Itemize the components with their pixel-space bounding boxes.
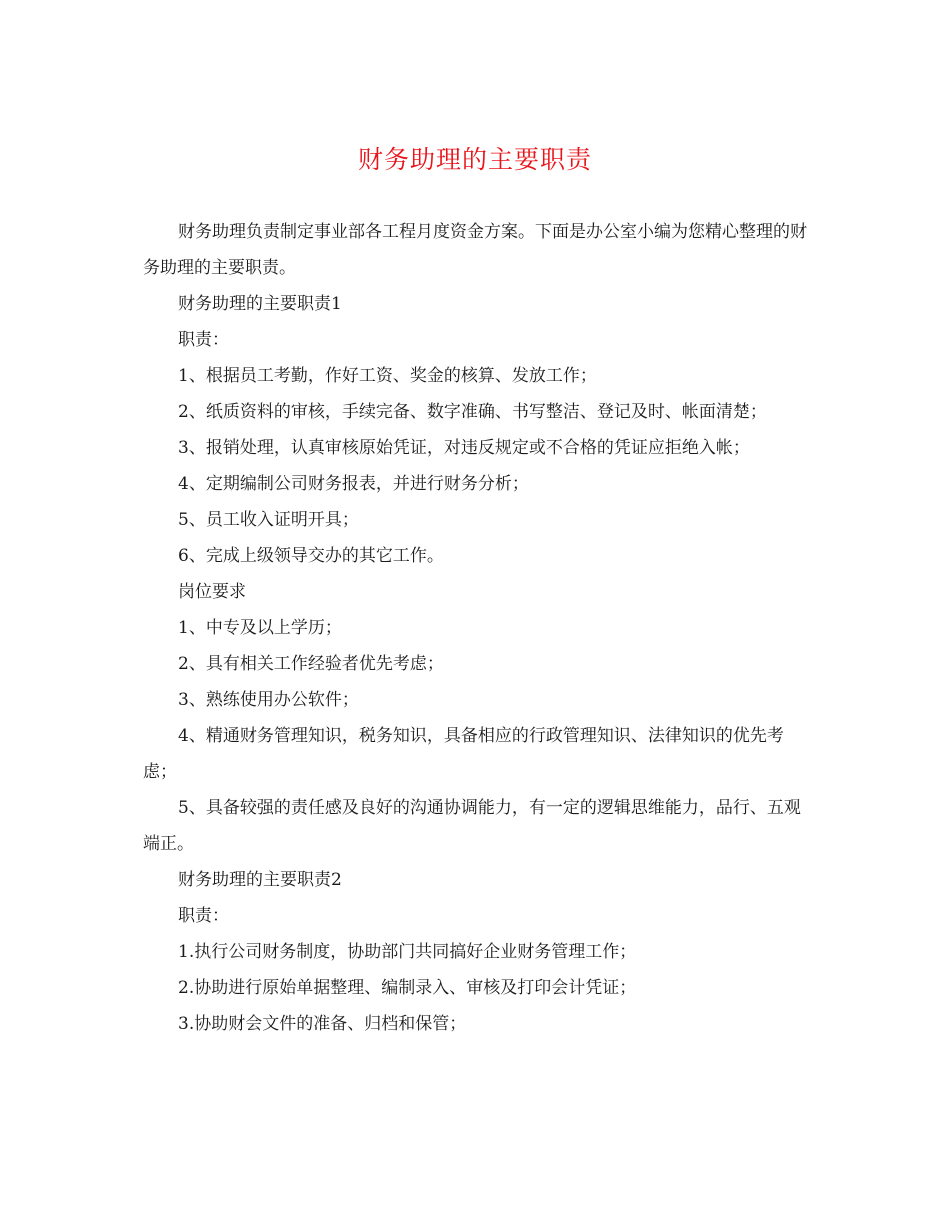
list-item: 6、完成上级领导交办的其它工作。: [178, 546, 444, 566]
list-item: 5、具备较强的责任感及良好的沟通协调能力，有一定的逻辑思维能力，品行、五观端正。: [143, 798, 801, 854]
list-item: 2.协助进行原始单据整理、编制录入、审核及打印会计凭证；: [178, 978, 637, 998]
list-item: 3.协助财会文件的准备、归档和保管；: [178, 1014, 467, 1034]
duties-label: 职责：: [178, 906, 229, 926]
list-item: 1.执行公司财务制度，协助部门共同搞好企业财务管理工作；: [178, 942, 637, 962]
section-heading-2: 财务助理的主要职责2: [178, 870, 342, 890]
list-item: 3、报销处理，认真审核原始凭证，对违反规定或不合格的凭证应拒绝入帐；: [178, 438, 750, 458]
list-item: 2、具有相关工作经验者优先考虑；: [178, 654, 444, 674]
list-item: 1、根据员工考勤，作好工资、奖金的核算、发放工作；: [178, 366, 597, 386]
duties-label: 职责：: [178, 330, 229, 350]
list-item: 4、精通财务管理知识，税务知识，具备相应的行政管理知识、法律知识的优先考虑；: [143, 726, 784, 782]
document-body: [143, 214, 808, 1042]
document-title: 财务助理的主要职责: [357, 145, 592, 174]
section-heading-1: 财务助理的主要职责1: [178, 294, 342, 314]
list-item: 3、熟练使用办公软件；: [178, 690, 359, 710]
list-item: 5、员工收入证明开具；: [178, 510, 359, 530]
list-item: 1、中专及以上学历；: [178, 618, 342, 638]
list-item: 2、纸质资料的审核，手续完备、数字准确、书写整洁、登记及时、帐面清楚；: [178, 402, 767, 422]
list-item: 4、定期编制公司财务报表，并进行财务分析；: [178, 474, 529, 494]
intro-paragraph: 财务助理负责制定事业部各工程月度资金方案。下面是办公室小编为您精心整理的财务助理的主要职责。: [143, 222, 807, 278]
requirements-label: 岗位要求: [178, 582, 246, 602]
